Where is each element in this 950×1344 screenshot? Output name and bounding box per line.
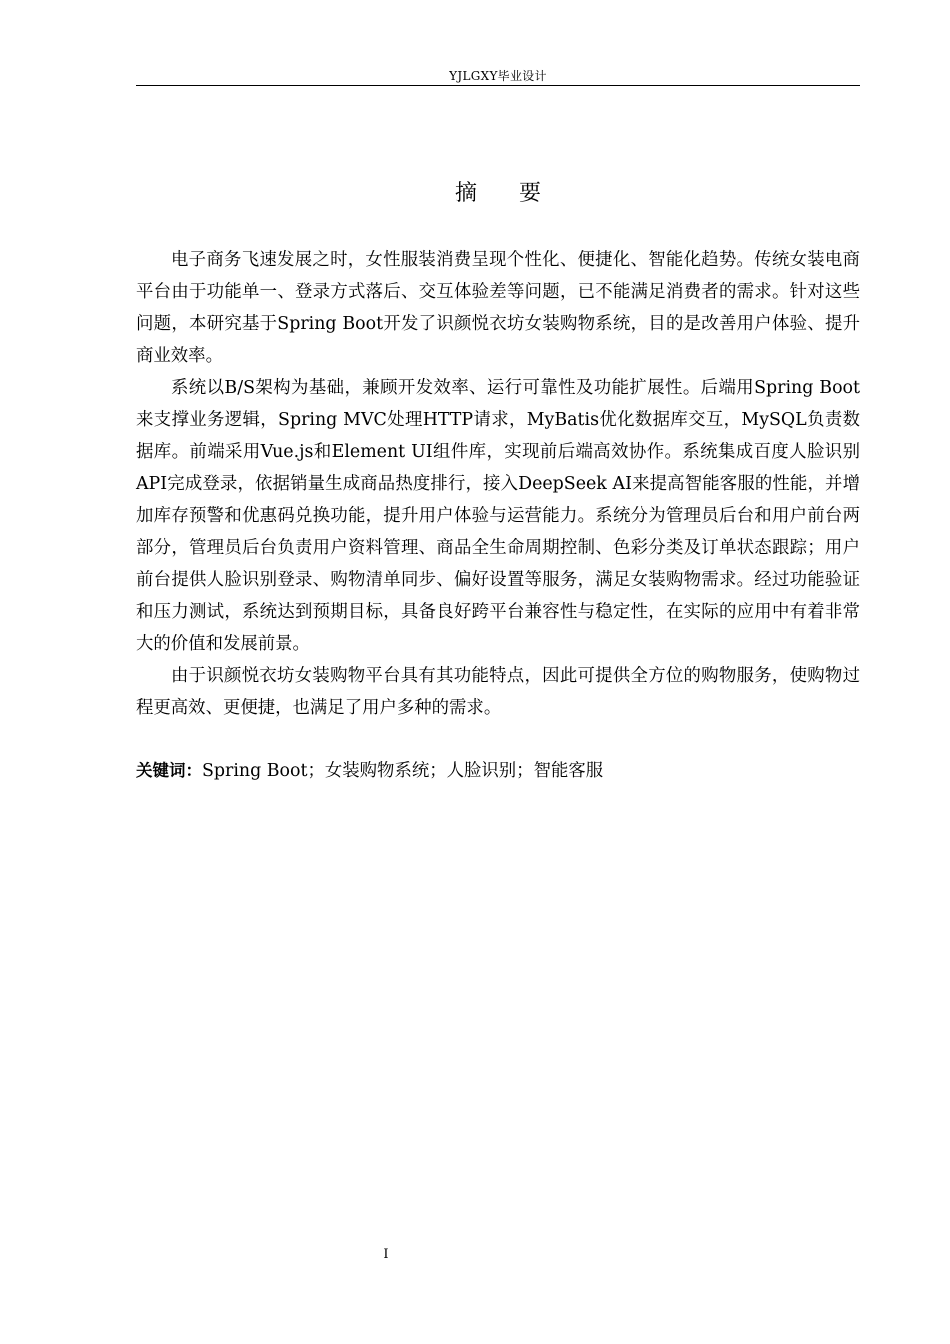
abstract-paragraph-1: 电子商务飞速发展之时，女性服装消费呈现个性化、便捷化、智能化趋势。传统女装电商平台由于功能单一、登录方式落后、交互体验差等问题，已不能满足消费者的需求。针对这些问题，本研究基于Spring Boot开发了识颜悦衣坊女装购物系统，目的是改善用户体验、提升商业效率。 <box>136 250 860 366</box>
page-title: 摘要 <box>454 181 583 206</box>
keywords-line <box>136 755 860 787</box>
abstract-body <box>136 244 860 724</box>
abstract-paragraph-3: 由于识颜悦衣坊女装购物平台具有其功能特点，因此可提供全方位的购物服务，使购物过程更高效、更便捷，也满足了用户多种的需求。 <box>136 666 860 718</box>
keywords-label: 关键词： <box>136 761 202 780</box>
page-number: I <box>383 1247 389 1262</box>
page-header: YJLGXY毕业设计 <box>449 69 547 83</box>
abstract-paragraph-2: 系统以B/S架构为基础，兼顾开发效率、运行可靠性及功能扩展性。后端用Spring Boot来支撑业务逻辑，Spring MVC处理HTTP请求，MyBatis优化数据库交互，MySQL负责数据库。前端采用Vue.js和Element UI组件库，实现前后端高效协作。系统集成百度人脸识别API完成登录，依据销量生成商品热度排行，接入DeepSeek AI来提高智能客服的性能，并增加库存预警和优惠码兑换功能，提升用户体验与运营能力。系统分为管理员后台和用户前台两部分，管理员后台负责用户资料管理、商品全生命周期控制、色彩分类及订单状态跟踪；用户前台提供人脸识别登录、购物清单同步、偏好设置等服务，满足女装购物需求。经过功能验证和压力测试，系统达到预期目标，具备良好跨平台兼容性与稳定性，在实际的应用中有着非常大的价值和发展前景。 <box>136 378 860 654</box>
header-rule <box>136 85 860 86</box>
keywords-text: Spring Boot；女装购物系统；人脸识别；智能客服 <box>202 761 604 781</box>
